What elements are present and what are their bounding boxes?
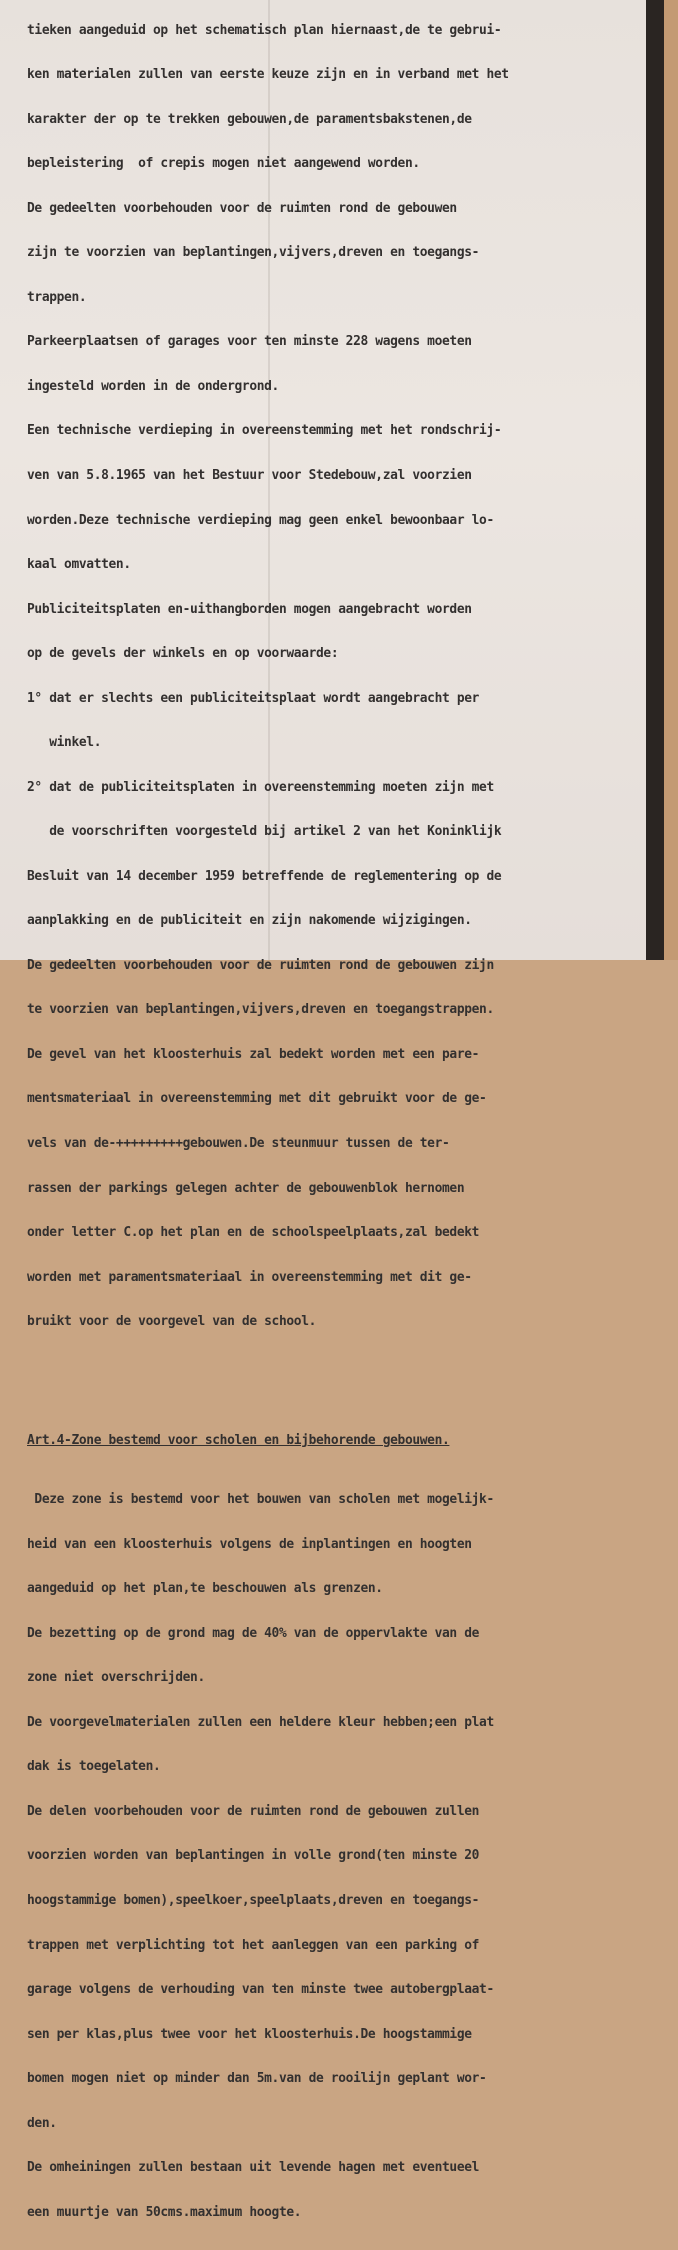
text-line: Parkeerplaatsen of garages voor ten minste 228 wagens moeten [27, 334, 472, 350]
text-line: worden met paramentsmateriaal in overeenstemming met dit ge- [27, 1269, 472, 1285]
text-line: De voorgevelmaterialen zullen een heldere kleur hebben;een plat [27, 1714, 494, 1730]
text-line: een muurtje van 50cms.maximum hoogte. [27, 2204, 302, 2220]
text-line: worden.Deze technische verdieping mag geen enkel bewoonbaar lo- [27, 512, 494, 528]
text-line: zone niet overschrijden. [27, 1670, 205, 1686]
text-line: op de gevels der winkels en op voorwaarde: [27, 646, 339, 662]
text-line: heid van een kloosterhuis volgens de inplantingen en hoogten [27, 1536, 472, 1552]
background-edge [664, 0, 678, 960]
text-line: Publiciteitsplaten en-uithangborden mogen aangebracht worden [27, 601, 472, 617]
text-line: De bezetting op de grond mag de 40% van de oppervlakte van de [27, 1625, 480, 1641]
text-line: bruikt voor de voorgevel van de school. [27, 1314, 317, 1330]
text-line: dak is toegelaten. [27, 1759, 161, 1775]
text-line: bomen mogen niet op minder dan 5m.van de rooilijn geplant wor- [27, 2071, 487, 2087]
typewritten-text [27, 0, 642, 2250]
text-line: garage volgens de verhouding van ten minste twee autobergplaat- [27, 1982, 494, 1998]
text-line: trappen met verplichting tot het aanleggen van een parking of [27, 1937, 480, 1953]
text-line: aangeduid op het plan,te beschouwen als grenzen. [27, 1581, 383, 1597]
text-line: De delen voorbehouden voor de ruimten rond de gebouwen zullen [27, 1803, 480, 1819]
text-line: 2° dat de publiciteitsplaten in overeenstemming moeten zijn met [27, 779, 494, 795]
article-heading: Art.4-Zone bestemd voor scholen en bijbehorende gebouwen. [27, 1432, 450, 1448]
text-line: hoogstammige bomen),speelkoer,speelplaats,dreven en toegangs- [27, 1893, 480, 1908]
text-line: De gevel van het kloosterhuis zal bedekt worden met een pare- [27, 1046, 480, 1062]
text-line: Een technische verdieping in overeenstemming met het rondschrij- [27, 423, 502, 439]
text-line: 1° dat er slechts een publiciteitsplaat wordt aangebracht per [27, 690, 480, 706]
text-line: den. [27, 2115, 57, 2131]
text-line: kaal omvatten. [27, 557, 131, 573]
text-line: zijn te voorzien van beplantingen,vijvers,dreven en toegangs- [27, 245, 480, 261]
text-line: De gedeelten voorbehouden voor de ruimten rond de gebouwen zijn [27, 957, 494, 973]
text-line: Besluit van 14 december 1959 betreffende de reglementering op de [27, 868, 502, 884]
text-line: rassen der parkings gelegen achter de gebouwenblok hernomen [27, 1180, 465, 1196]
text-line: sen per klas,plus twee voor het kloosterhuis.De hoogstammige [27, 2026, 472, 2042]
text-line: aanplakking en de publiciteit en zijn nakomende wijzigingen. [27, 913, 472, 929]
text-line: voorzien worden van beplantingen in volle grond(ten minste 20 [27, 1848, 480, 1864]
text-line: de voorschriften voorgesteld bij artikel 2 van het Koninklijk [27, 824, 502, 840]
text-line: bepleistering of crepis mogen niet aangewend worden. [27, 156, 420, 172]
blank-line [27, 1374, 642, 1389]
text-line: ken materialen zullen van eerste keuze zijn en in verband met het [27, 67, 509, 83]
text-line: mentsmateriaal in overeenstemming met dit gebruikt voor de ge- [27, 1091, 487, 1107]
text-line: karakter der op te trekken gebouwen,de paramentsbakstenen,de [27, 111, 472, 127]
text-line: De gedeelten voorbehouden voor de ruimten rond de gebouwen [27, 200, 457, 216]
text-line: te voorzien van beplantingen,vijvers,dreven en toegangstrappen. [27, 1002, 494, 1018]
page-edge-shadow [646, 0, 664, 960]
text-line: ven van 5.8.1965 van het Bestuur voor Stedebouw,zal voorzien [27, 468, 472, 483]
text-line: tieken aangeduid op het schematisch plan hiernaast,de te gebrui- [27, 22, 502, 38]
text-line: winkel. [27, 735, 102, 751]
text-line: Deze zone is bestemd voor het bouwen van scholen met mogelijk- [27, 1492, 494, 1508]
text-line: onder letter C.op het plan en de schoolspeelplaats,zal bedekt [27, 1225, 480, 1241]
text-line: ingesteld worden in de ondergrond. [27, 378, 279, 394]
text-line: De omheiningen zullen bestaan uit levende hagen met eventueel [27, 2160, 480, 2176]
text-line: vels van de-+++++++++gebouwen.De steunmuur tussen de ter- [27, 1135, 450, 1151]
text-line: trappen. [27, 289, 87, 305]
